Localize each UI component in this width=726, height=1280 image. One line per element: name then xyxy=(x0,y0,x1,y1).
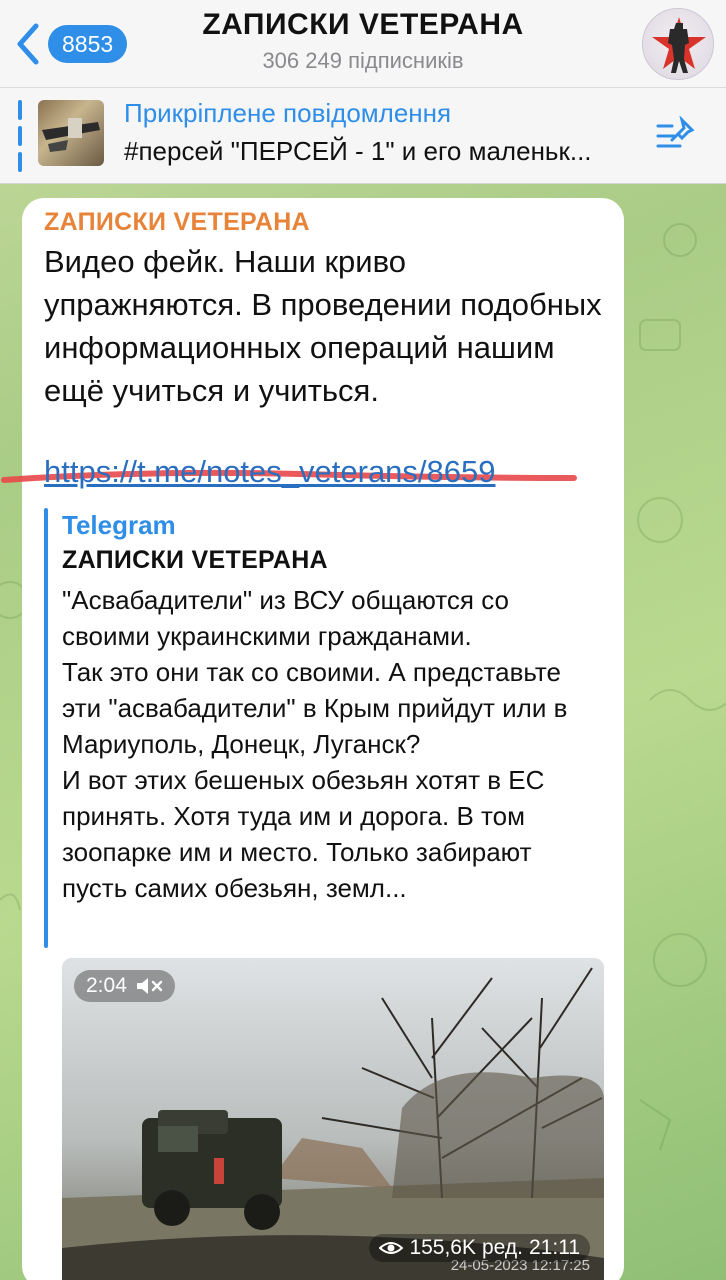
pinned-title: Прикріплене повідомлення xyxy=(124,98,452,128)
message-sender: ZАПИСКИ VЕТЕРАНА xyxy=(44,208,310,236)
video-timestamp-overlay: 24-05-2023 12:17:25 xyxy=(450,1257,590,1274)
subscriber-count: 306 249 підписників xyxy=(262,48,464,73)
pinned-indicator xyxy=(18,100,22,172)
chevron-left-icon xyxy=(14,22,42,66)
message-bubble[interactable] xyxy=(22,198,624,1280)
video-frame xyxy=(62,958,604,1280)
avatar-soldier-icon xyxy=(643,9,714,80)
message-time: 21:11 xyxy=(529,1236,580,1259)
pinned-message-bar[interactable] xyxy=(0,88,726,184)
channel-avatar[interactable] xyxy=(642,8,714,80)
video-duration: 2:04 xyxy=(86,974,127,997)
chat-header xyxy=(0,0,726,88)
unread-count-badge: 8853 xyxy=(48,25,127,63)
preview-description: "Асвабадители" из ВСУ общаются со своими украинскими гражданами. Так это они так со своими. А представьте эти "асвабадители" в Крым прийдут или в Мариуполь, Донецк, Луганск? И вот этих бешеных обезьян хотят в ЕС принять. Хотя туда им и дорога. В том зоопарке им и место. Только забирают пусть самих обезьян, земл... xyxy=(62,585,568,903)
video-duration-badge[interactable] xyxy=(74,970,175,1002)
back-button[interactable] xyxy=(14,22,127,66)
muted-speaker-icon[interactable] xyxy=(135,977,163,995)
preview-title: ZАПИСКИ VЕТЕРАНА xyxy=(62,546,328,574)
channel-title: ZАПИСКИ VЕТЕРАНА xyxy=(202,8,524,41)
view-count: 155,6K xyxy=(409,1236,476,1259)
edited-label: ред. xyxy=(482,1236,523,1259)
message-link[interactable]: https://t.me/notes_veterans/8659 xyxy=(44,454,496,489)
preview-accent-bar xyxy=(44,508,48,948)
video-preview[interactable] xyxy=(62,958,604,1280)
eye-icon xyxy=(379,1240,403,1256)
pinned-thumbnail xyxy=(38,100,104,166)
pinned-list-icon[interactable] xyxy=(656,116,696,152)
message-meta xyxy=(369,1234,590,1262)
message-text: Видео фейк. Наши криво упражняются. В проведении подобных информационных операций нашим ещё учиться и учиться. xyxy=(44,244,602,408)
preview-site-name: Telegram xyxy=(62,510,176,540)
link-preview[interactable] xyxy=(44,508,604,1280)
pinned-text: #персей "ПЕРСЕЙ - 1" и его маленьк... xyxy=(124,136,592,166)
channel-info[interactable] xyxy=(150,8,576,74)
